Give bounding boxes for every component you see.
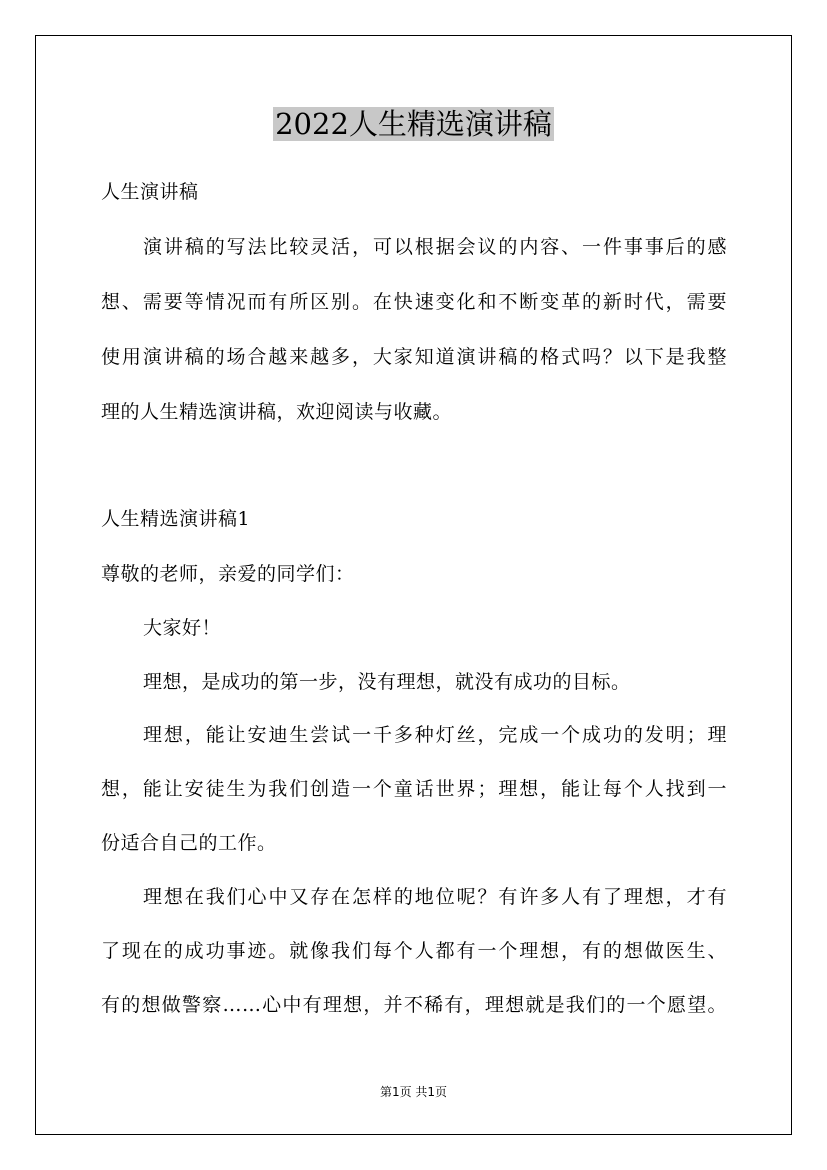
section-heading: 人生演讲稿 [101,181,199,203]
paragraph-line: 想，能让安徒生为我们创造一个童话世界；理想，能让每个人找到一 [101,778,727,800]
paragraph-line: 理想，能让安迪生尝试一千多种灯丝，完成一个成功的发明；理 [143,724,727,746]
paragraph-line: 份适合自己的工作。 [101,832,277,854]
paragraph-line: 想、需要等情况而有所区别。在快速变化和不断变革的新时代，需要 [101,291,727,313]
paragraph-line: 使用演讲稿的场合越来越多，大家知道演讲稿的格式吗？以下是我整 [101,346,727,368]
paragraph-line: 理想，是成功的第一步，没有理想，就没有成功的目标。 [143,671,631,693]
paragraph-line: 演讲稿的写法比较灵活，可以根据会议的内容、一件事事后的感 [143,236,727,258]
paragraph-line: 理的人生精选演讲稿，欢迎阅读与收藏。 [101,401,453,423]
page-footer: 第1页 共1页 [379,1085,448,1099]
speech-heading: 人生精选演讲稿1 [101,508,251,530]
document-title-text: 2022人生精选演讲稿 [275,107,552,141]
paragraph-line: 有的想做警察……心中有理想，并不稀有，理想就是我们的一个愿望。 [101,994,727,1016]
salutation: 尊敬的老师，亲爱的同学们： [101,563,355,585]
greeting: 大家好！ [143,617,222,639]
paragraph-line: 理想在我们心中又存在怎样的地位呢？有许多人有了理想，才有 [143,886,727,908]
document-title [0,104,827,144]
paragraph-line: 了现在的成功事迹。就像我们每个人都有一个理想，有的想做医生、 [101,940,727,962]
